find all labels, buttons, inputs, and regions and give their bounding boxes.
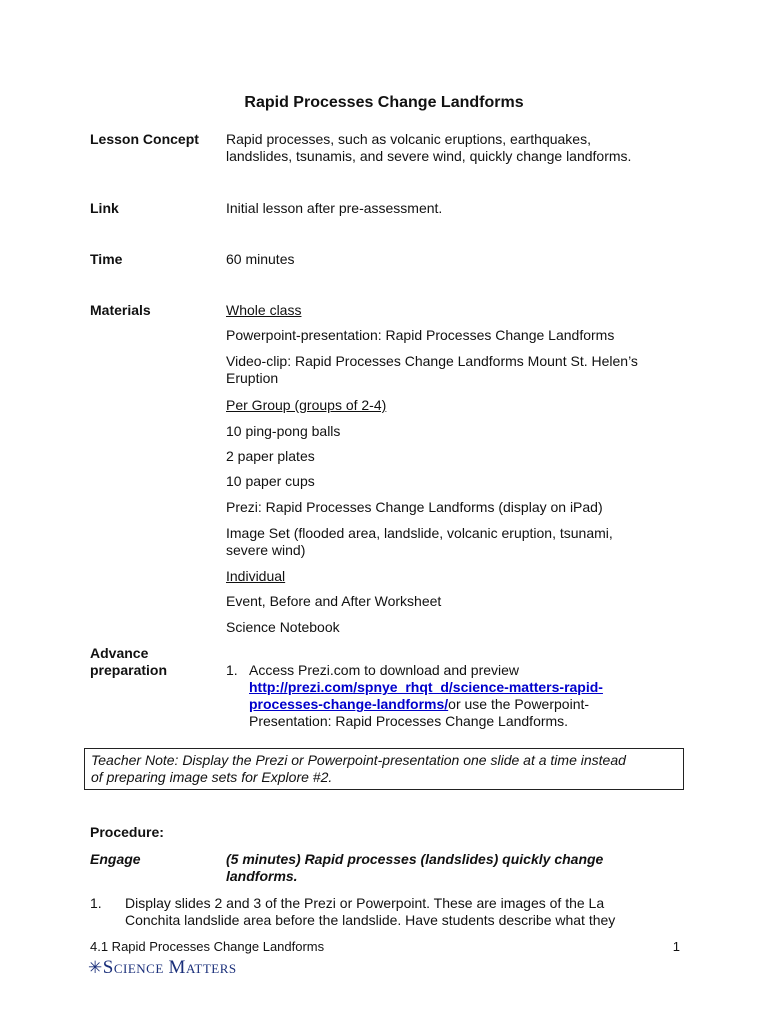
logo-letter: S [102,957,114,978]
procedure-heading: Procedure: [90,824,164,840]
advance-label-line: preparation [90,662,168,678]
time-label: Time [90,251,123,267]
engage-line: (5 minutes) Rapid processes (landslides) quickly change [226,851,604,867]
engage-line: landforms. [226,868,298,884]
materials-item: Science Notebook [226,619,340,635]
advance-label-line: Advance [90,645,149,661]
time-value: 60 minutes [226,251,295,267]
prezi-link[interactable]: http://prezi.com/spnye_rhqt_d/science-matters-rapid- [249,679,603,695]
materials-item [226,525,686,559]
advance-step-number: 1. [226,662,238,678]
materials-item: 10 ping-pong balls [226,423,341,439]
materials-item-line: severe wind) [226,542,306,558]
asterisk-icon: ✳ [88,958,103,977]
materials-whole-class-heading: Whole class [226,302,302,318]
link-value: Initial lesson after pre-assessment. [226,200,443,216]
prezi-link-continued[interactable]: processes-change-landforms/ [249,696,449,712]
engage-description [226,851,686,885]
lesson-concept-line: Rapid processes, such as volcanic eruptions, earthquakes, [226,131,591,147]
advance-step-line [249,679,689,696]
lesson-concept-text [226,131,686,165]
advance-step-line [249,696,689,713]
advance-step-line: Presentation: Rapid Processes Change Landforms. [249,713,569,729]
logo-text: ATTERS [185,961,237,976]
procedure-step-line: Display slides 2 and 3 of the Prezi or Powerpoint. These are images of the La [125,895,605,911]
materials-individual-heading: Individual [226,568,286,584]
advance-step-line-rest: or use the Powerpoint- [448,696,590,712]
teacher-note-line: Teacher Note: Display the Prezi or Powerpoint-presentation one slide at a time instead [91,752,626,768]
logo-letter: M [168,957,186,978]
engage-label: Engage [90,851,141,867]
advance-step-text [249,662,689,730]
procedure-step-line: Conchita landslide area before the landslide. Have students describe what they [125,912,616,928]
procedure-step-number: 1. [90,895,102,911]
page-title: Rapid Processes Change Landforms [244,94,524,111]
teacher-note-line: of preparing image sets for Explore #2. [91,769,333,785]
materials-label: Materials [90,302,151,318]
materials-item: Event, Before and After Worksheet [226,593,442,609]
procedure-step-text [125,895,685,929]
materials-item-line: Image Set (flooded area, landslide, volcanic eruption, tsunami, [226,525,613,541]
teacher-note-box [84,748,684,790]
materials-item: 2 paper plates [226,448,315,464]
page-number: 1 [672,939,680,954]
materials-item: Prezi: Rapid Processes Change Landforms (display on iPad) [226,499,603,515]
materials-item-line: Video-clip: Rapid Processes Change Landforms Mount St. Helen’s [226,353,638,369]
logo-text: CIENCE [113,961,164,976]
materials-item [226,353,686,387]
materials-item: 10 paper cups [226,473,315,489]
advance-step-line: Access Prezi.com to download and preview [249,662,520,678]
materials-item-line: Eruption [226,370,279,386]
materials-per-group-heading: Per Group (groups of 2-4) [226,397,387,413]
science-matters-logo [88,957,237,979]
advance-preparation-label [90,645,167,679]
materials-item: Powerpoint-presentation: Rapid Processes Change Landforms [226,327,615,343]
link-label: Link [90,200,119,216]
lesson-concept-label: Lesson Concept [90,131,199,147]
footer-lesson-title: 4.1 Rapid Processes Change Landforms [90,939,325,954]
page-footer [90,939,680,954]
lesson-concept-line: landslides, tsunamis, and severe wind, quickly change landforms. [226,148,632,164]
